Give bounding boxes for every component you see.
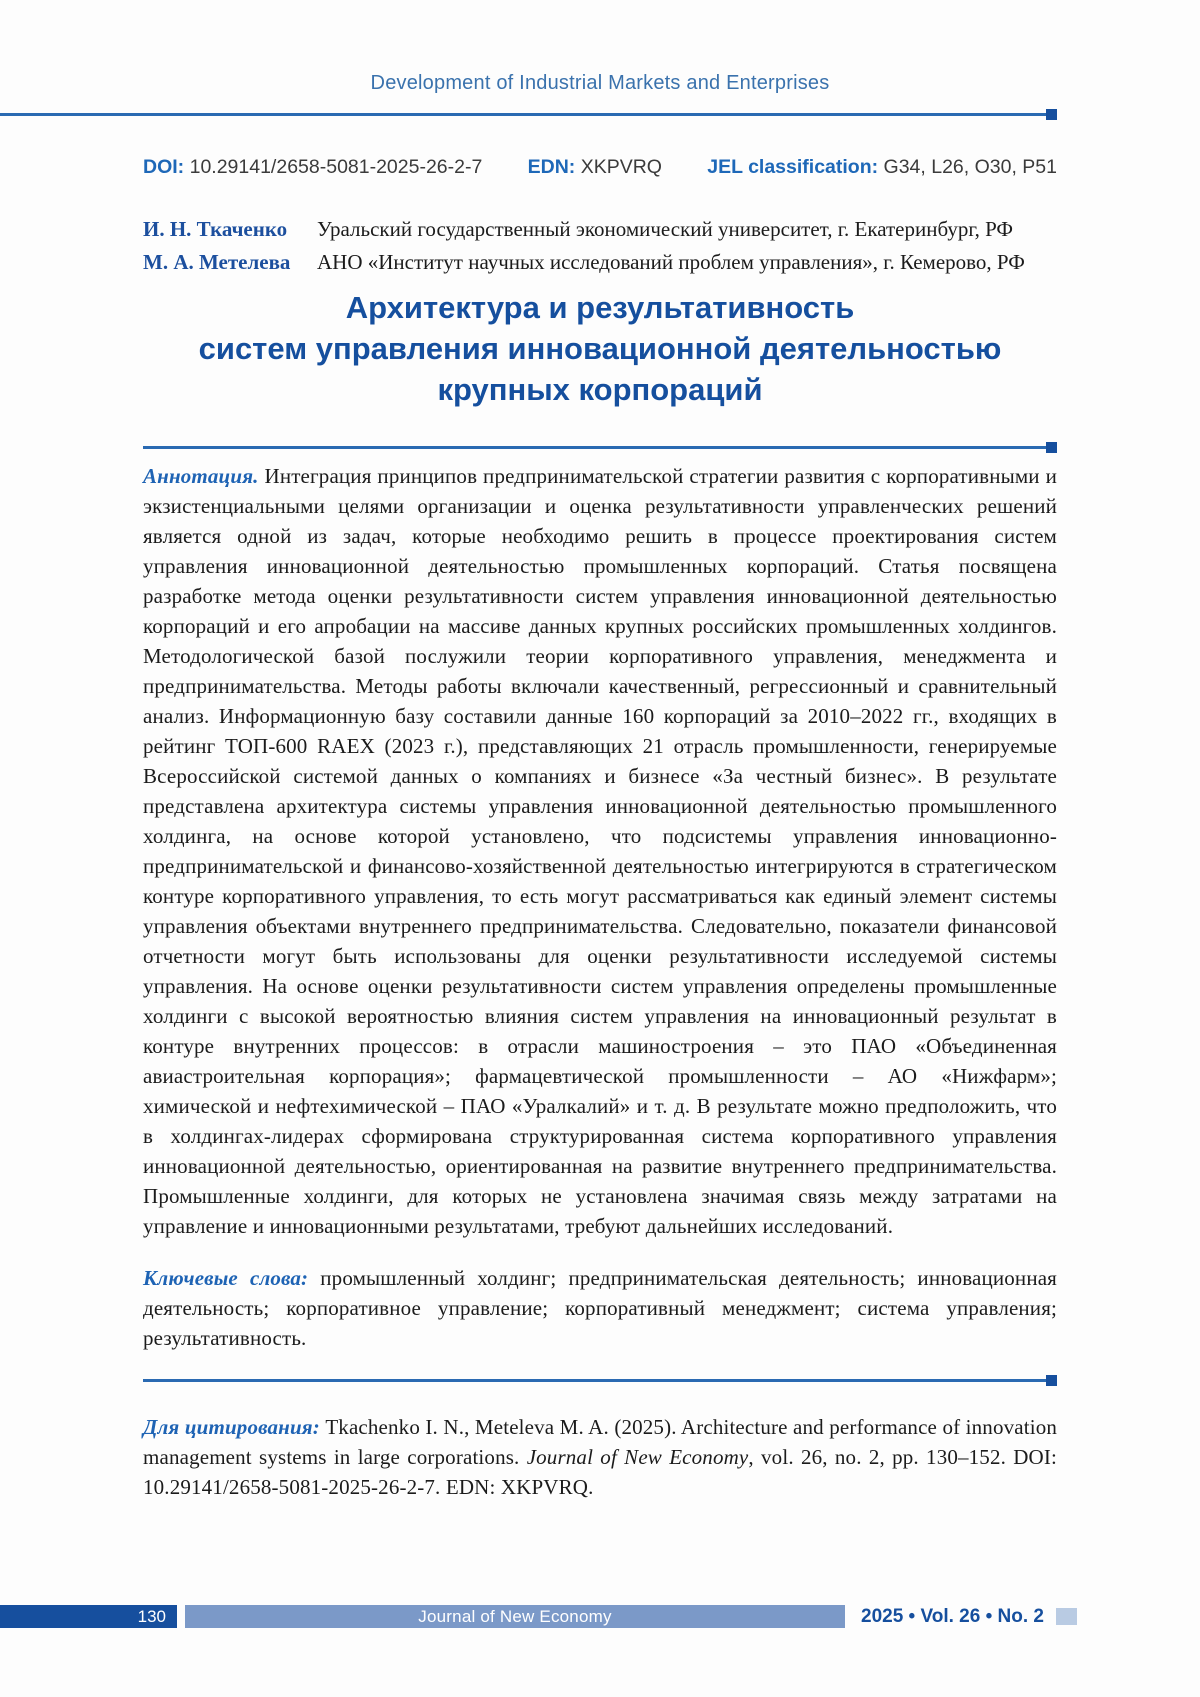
keywords-text: промышленный холдинг; предпринимательская деятельность; инновационная деятельность; корпоративное управление; корпоративный менеджмент; система управления; результативность.: [143, 1266, 1057, 1350]
authors-block: [143, 214, 1083, 278]
header-rule: [0, 113, 1057, 116]
jel-value: G34, L26, O30, P51: [883, 156, 1057, 178]
author-name: М. А. Метелева: [143, 250, 291, 274]
article-title: Архитектура и результативность систем управления инновационной деятельностью крупных корпораций: [198, 290, 1002, 407]
main-text-column: [143, 461, 1057, 1502]
keywords-rule: [143, 1379, 1057, 1382]
edn-value: XKPVRQ: [580, 156, 662, 178]
jel-label: JEL classification:: [707, 156, 879, 178]
rule-end-square: [1046, 442, 1057, 453]
doi-value: 10.29141/2658-5081-2025-26-2-7: [189, 156, 483, 178]
keywords-paragraph: [143, 1263, 1057, 1353]
rule-end-square: [1046, 1375, 1057, 1386]
edn-label: EDN:: [527, 156, 576, 178]
citation-text-end: , vol. 26, no. 2, pp. 130–152. DOI: 10.29141/2658-5081-2025-26-2-7. EDN: XKPVRQ.: [143, 1445, 1057, 1499]
running-head: Development of Industrial Markets and Enterprises: [370, 72, 830, 94]
abstract-text: Интеграция принципов предпринимательской стратегии развития с корпоративными и экзистенциальными целями организации и оценка результативности управленческих решений является одной из задач, которые необходимо решить в процессе проектирования систем управления инновационной деятельностью промышленных корпораций. Статья посвящена разработке метода оценки результативности систем управления инновационной деятельностью корпораций и его апробации на массиве данных крупных российских промышленных холдингов. Методологической базой послужили теории корпоративного управления, менеджмента и предпринимательства. Методы работы включали качественный, регрессионный и сравнительный анализ. Информационную базу составили данные 160 корпораций за 2010–2022 гг., входящих в рейтинг ТОП-600 RAEX (2023 г.), представляющих 21 отрасль промышленности, генерируемые Всероссийской системой данных о компаниях и бизнесе «За честный бизнес». В результате представлена архитектура системы управления инновационной деятельностью промышленного холдинга, на основе которой установлено, что подсистемы управления инновационно-предпринимательской и финансово-хозяйственной деятельностью интегрируются в стратегическом контуре корпоративного управления, то есть могут рассматриваться как единый элемент системы управления объектами внутреннего предпринимательства. Следовательно, показатели финансовой отчетности могут быть использованы для оценки результативности исследуемой системы управления. На основе оценки результативности систем управления определены промышленные холдинги с высокой вероятностью влияния систем управления на инновационный результат в контуре внутренних процессов: в отрасли машиностроения – это ПАО «Объединенная авиастроительная корпорация»; фармацевтической промышленности – АО «Нижфарм»; химической и нефтехимической – ПАО «Уралкалий» и т. д. В результате можно предположить, что в холдингах-лидерах сформирована структурированная система корпоративного управления инновационной деятельностью, ориентированная на развитие внутреннего предпринимательства. Промышленные холдинги, для которых не установлена значимая связь между затратами на управление и инновационными результатами, требуют дальнейших исследований.: [143, 464, 1057, 1238]
author-affiliation: АНО «Институт научных исследований проблем управления», г. Кемерово, РФ: [317, 250, 1025, 274]
doi-label: DOI:: [143, 156, 185, 178]
citation-text-start: Tkachenko I. N., Meteleva M. A. (2025). Architecture and performance of innovation management systems in large corporations.: [143, 1415, 1057, 1469]
jel-item: [707, 156, 1057, 179]
journal-name-bar: Journal of New Economy: [185, 1605, 845, 1628]
issue-info: 2025 • Vol. 26 • No. 2: [861, 1606, 1044, 1627]
page-footer: [0, 1605, 1200, 1628]
citation-label: Для цитирования:: [143, 1415, 320, 1439]
edn-item: [528, 156, 662, 179]
doi-item: [143, 156, 482, 179]
rule-end-square: [1046, 109, 1057, 120]
page-number-badge: 130: [0, 1605, 177, 1628]
keywords-label: Ключевые слова:: [143, 1266, 309, 1290]
abstract-label: Аннотация.: [143, 464, 259, 488]
author-name: И. Н. Ткаченко: [143, 217, 288, 241]
footer-end-square: [1056, 1608, 1077, 1625]
title-rule: [143, 446, 1057, 449]
citation-paragraph: [143, 1412, 1057, 1502]
citation-journal-name: Journal of New Economy: [526, 1445, 749, 1469]
abstract-paragraph: [143, 461, 1057, 1241]
author-affiliation: Уральский государственный экономический университет, г. Екатеринбург, РФ: [317, 217, 1014, 241]
article-meta-row: [143, 156, 1057, 179]
